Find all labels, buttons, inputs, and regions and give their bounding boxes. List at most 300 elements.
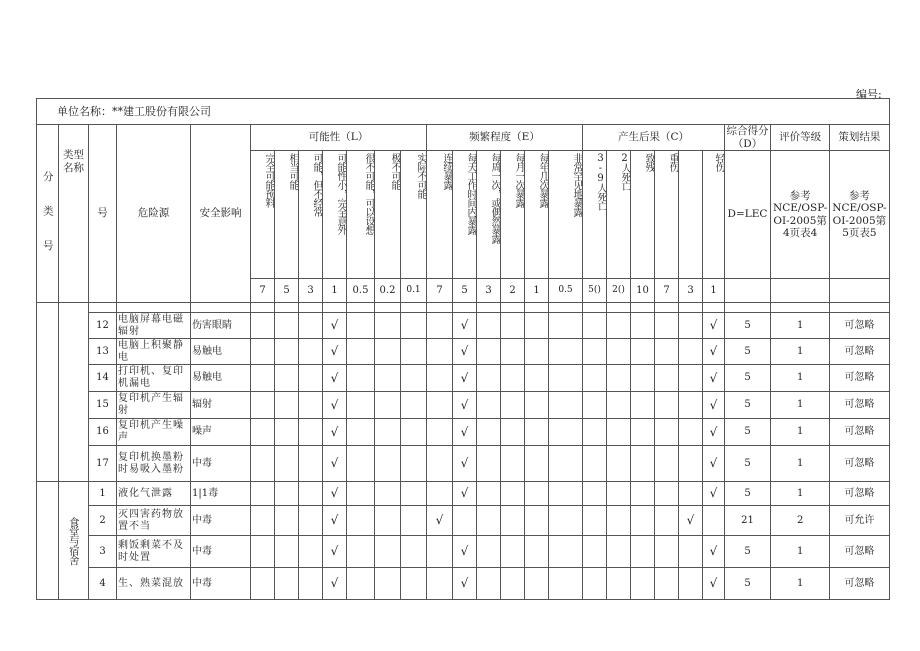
l-cell bbox=[299, 482, 323, 506]
e-cell bbox=[501, 446, 525, 482]
l-value: 3 bbox=[299, 279, 323, 303]
e-cell bbox=[477, 482, 501, 506]
result-value: 可忽略 bbox=[830, 419, 889, 446]
c-col-header: 2人死亡 bbox=[607, 151, 631, 279]
l-cell bbox=[347, 536, 375, 568]
c-cell bbox=[607, 568, 631, 600]
e-col-header: 每年几次暴露 bbox=[525, 151, 549, 279]
header-impact: 安全影响 bbox=[191, 125, 251, 303]
c-cell: √ bbox=[703, 568, 725, 600]
table-row bbox=[37, 392, 890, 419]
c-cell bbox=[583, 365, 607, 392]
e-cell bbox=[549, 392, 583, 419]
safety-impact: 中毒 bbox=[191, 568, 251, 600]
c-cell bbox=[607, 536, 631, 568]
l-col-header: 可能，但不经常 bbox=[299, 151, 323, 279]
l-cell bbox=[275, 482, 299, 506]
header-number: 号 bbox=[89, 125, 117, 303]
l-cell bbox=[275, 339, 299, 365]
l-cell bbox=[251, 419, 275, 446]
c-value: 3 bbox=[679, 279, 703, 303]
spacer-cell bbox=[251, 303, 275, 313]
header-frequency: 频繁程度（E） bbox=[427, 125, 583, 151]
score-value: 5 bbox=[725, 568, 771, 600]
l-cell bbox=[347, 365, 375, 392]
l-cell bbox=[347, 339, 375, 365]
e-value: 7 bbox=[427, 279, 453, 303]
spacer-cell bbox=[401, 303, 427, 313]
spacer-cell bbox=[583, 303, 607, 313]
e-cell: √ bbox=[453, 568, 477, 600]
result-value: 可忽略 bbox=[830, 313, 889, 339]
safety-impact: 伤害眼睛 bbox=[191, 313, 251, 339]
c-cell bbox=[679, 313, 703, 339]
l-cell bbox=[299, 419, 323, 446]
l-value: 1 bbox=[323, 279, 347, 303]
c-col-header: 致残 bbox=[631, 151, 655, 279]
c-cell bbox=[583, 313, 607, 339]
table-row bbox=[37, 482, 890, 506]
c-cell bbox=[655, 506, 679, 536]
grade-reference: 参考NCE/OSP-OI-2005第4页表4 bbox=[771, 151, 830, 279]
result-value: 可忽略 bbox=[830, 446, 889, 482]
hazard-assessment-table bbox=[36, 98, 890, 600]
c-cell bbox=[607, 419, 631, 446]
row-number: 14 bbox=[89, 365, 117, 392]
grade-value: 1 bbox=[771, 568, 830, 600]
c-cell bbox=[679, 339, 703, 365]
e-cell bbox=[501, 482, 525, 506]
c-cell bbox=[655, 568, 679, 600]
l-cell bbox=[299, 568, 323, 600]
e-cell bbox=[549, 365, 583, 392]
l-cell bbox=[401, 446, 427, 482]
e-cell bbox=[427, 536, 453, 568]
group-name: 食堂与宿舍 bbox=[59, 482, 89, 600]
l-cell: √ bbox=[323, 392, 347, 419]
table-row bbox=[37, 506, 890, 536]
unit-name: 单位名称：**建工股份有限公司 bbox=[37, 99, 890, 125]
c-cell bbox=[631, 568, 655, 600]
e-cell bbox=[501, 568, 525, 600]
table-row bbox=[37, 313, 890, 339]
score-formula: D=LEC bbox=[725, 151, 771, 279]
score-value: 5 bbox=[725, 446, 771, 482]
l-value: 0.5 bbox=[347, 279, 375, 303]
e-col-header: 每月一次暴露 bbox=[501, 151, 525, 279]
c-value: 10 bbox=[631, 279, 655, 303]
e-cell bbox=[477, 339, 501, 365]
e-cell bbox=[525, 313, 549, 339]
c-cell bbox=[631, 392, 655, 419]
c-col-header: 重伤 bbox=[655, 151, 679, 279]
c-cell bbox=[583, 339, 607, 365]
header-consequence: 产生后果（C） bbox=[583, 125, 725, 151]
category-cell bbox=[37, 303, 59, 482]
c-cell: √ bbox=[703, 313, 725, 339]
c-cell bbox=[631, 419, 655, 446]
c-cell: √ bbox=[703, 419, 725, 446]
score-value: 5 bbox=[725, 536, 771, 568]
l-cell bbox=[375, 536, 401, 568]
table-row bbox=[37, 419, 890, 446]
c-cell bbox=[679, 536, 703, 568]
hazard-source: 液化气泄露 bbox=[117, 482, 191, 506]
l-cell bbox=[375, 365, 401, 392]
row-number: 15 bbox=[89, 392, 117, 419]
spacer-cell bbox=[323, 303, 347, 313]
e-cell: √ bbox=[453, 536, 477, 568]
c-value: 5() bbox=[583, 279, 607, 303]
l-cell bbox=[401, 365, 427, 392]
grade-value: 1 bbox=[771, 482, 830, 506]
l-cell bbox=[375, 313, 401, 339]
c-value: 2() bbox=[607, 279, 631, 303]
c-cell bbox=[655, 339, 679, 365]
e-cell bbox=[477, 392, 501, 419]
l-cell bbox=[375, 339, 401, 365]
hazard-source: 电脑屏幕电磁辐射 bbox=[117, 313, 191, 339]
l-cell bbox=[375, 568, 401, 600]
l-cell bbox=[347, 482, 375, 506]
spacer-cell bbox=[347, 303, 375, 313]
c-cell: √ bbox=[703, 446, 725, 482]
e-cell bbox=[501, 365, 525, 392]
score-value: 5 bbox=[725, 365, 771, 392]
e-cell bbox=[427, 446, 453, 482]
c-cell bbox=[679, 446, 703, 482]
result-value: 可忽略 bbox=[830, 365, 889, 392]
c-cell bbox=[583, 419, 607, 446]
c-cell bbox=[607, 392, 631, 419]
e-cell bbox=[525, 506, 549, 536]
safety-impact: 辐射 bbox=[191, 392, 251, 419]
e-cell bbox=[427, 365, 453, 392]
l-cell bbox=[251, 506, 275, 536]
grade-value: 1 bbox=[771, 392, 830, 419]
c-cell bbox=[631, 339, 655, 365]
e-cell bbox=[477, 313, 501, 339]
l-cell: √ bbox=[323, 536, 347, 568]
header-hazard: 危险源 bbox=[117, 125, 191, 303]
c-cell bbox=[583, 536, 607, 568]
e-cell bbox=[525, 446, 549, 482]
l-cell bbox=[401, 506, 427, 536]
e-cell bbox=[427, 568, 453, 600]
l-cell bbox=[299, 392, 323, 419]
c-cell bbox=[679, 568, 703, 600]
hazard-source: 复印机换墨粉时易吸入墨粉 bbox=[117, 446, 191, 482]
hazard-source: 复印机产生辐射 bbox=[117, 392, 191, 419]
l-cell: √ bbox=[323, 482, 347, 506]
row-number: 13 bbox=[89, 339, 117, 365]
grade-value: 1 bbox=[771, 339, 830, 365]
c-cell bbox=[655, 392, 679, 419]
e-cell bbox=[477, 568, 501, 600]
row-number: 17 bbox=[89, 446, 117, 482]
l-cell bbox=[299, 536, 323, 568]
header-grade: 评价等级 bbox=[771, 125, 830, 151]
l-col-header: 极不可能 bbox=[375, 151, 401, 279]
c-col-header bbox=[679, 151, 703, 279]
l-cell bbox=[401, 313, 427, 339]
hazard-source: 生、熟菜混放 bbox=[117, 568, 191, 600]
e-cell bbox=[501, 536, 525, 568]
l-cell bbox=[401, 392, 427, 419]
l-cell bbox=[375, 482, 401, 506]
e-value: 5 bbox=[453, 279, 477, 303]
spacer-cell bbox=[830, 303, 889, 313]
l-cell bbox=[251, 313, 275, 339]
l-value: 5 bbox=[275, 279, 299, 303]
e-cell: √ bbox=[453, 482, 477, 506]
result-value: 可忽略 bbox=[830, 536, 889, 568]
l-cell bbox=[401, 568, 427, 600]
spacer-cell bbox=[117, 303, 191, 313]
safety-impact: 1|1毒 bbox=[191, 482, 251, 506]
l-cell bbox=[251, 536, 275, 568]
c-cell bbox=[655, 419, 679, 446]
l-cell bbox=[275, 313, 299, 339]
e-cell bbox=[549, 339, 583, 365]
c-cell bbox=[583, 506, 607, 536]
l-cell: √ bbox=[323, 446, 347, 482]
c-cell bbox=[655, 482, 679, 506]
row-number: 2 bbox=[89, 506, 117, 536]
c-cell bbox=[583, 568, 607, 600]
e-cell bbox=[501, 506, 525, 536]
e-cell bbox=[477, 419, 501, 446]
e-cell bbox=[501, 339, 525, 365]
table-row bbox=[37, 568, 890, 600]
type-name-cell bbox=[59, 303, 89, 482]
safety-impact: 中毒 bbox=[191, 446, 251, 482]
c-cell bbox=[631, 446, 655, 482]
l-cell: √ bbox=[323, 419, 347, 446]
spacer-cell bbox=[725, 303, 771, 313]
c-cell bbox=[631, 482, 655, 506]
c-cell bbox=[583, 446, 607, 482]
l-cell bbox=[275, 392, 299, 419]
l-cell bbox=[275, 446, 299, 482]
score-value: 5 bbox=[725, 419, 771, 446]
l-cell bbox=[401, 482, 427, 506]
safety-impact: 噪声 bbox=[191, 419, 251, 446]
hazard-source: 灭四害药物放置不当 bbox=[117, 506, 191, 536]
e-cell bbox=[549, 568, 583, 600]
l-cell bbox=[275, 536, 299, 568]
grade-value: 2 bbox=[771, 506, 830, 536]
l-col-header: 完全可能预料 bbox=[251, 151, 275, 279]
row-number: 4 bbox=[89, 568, 117, 600]
l-cell bbox=[347, 313, 375, 339]
l-cell: √ bbox=[323, 568, 347, 600]
e-cell: √ bbox=[453, 339, 477, 365]
e-cell: √ bbox=[453, 419, 477, 446]
e-cell bbox=[427, 482, 453, 506]
e-cell bbox=[549, 506, 583, 536]
e-cell bbox=[549, 313, 583, 339]
e-cell bbox=[477, 536, 501, 568]
spacer-cell bbox=[453, 303, 477, 313]
spacer-cell bbox=[375, 303, 401, 313]
spacer-cell bbox=[89, 303, 117, 313]
c-cell bbox=[631, 313, 655, 339]
l-cell bbox=[347, 506, 375, 536]
l-cell bbox=[251, 392, 275, 419]
l-cell bbox=[251, 339, 275, 365]
c-cell bbox=[607, 313, 631, 339]
l-cell bbox=[401, 536, 427, 568]
e-cell bbox=[501, 419, 525, 446]
e-cell bbox=[477, 365, 501, 392]
c-cell bbox=[583, 482, 607, 506]
c-cell: √ bbox=[703, 392, 725, 419]
e-cell bbox=[427, 392, 453, 419]
e-cell bbox=[549, 482, 583, 506]
header-likelihood: 可能性（L） bbox=[251, 125, 427, 151]
l-cell bbox=[375, 419, 401, 446]
c-cell bbox=[607, 365, 631, 392]
e-col-header: 连续暴露 bbox=[427, 151, 453, 279]
row-number: 12 bbox=[89, 313, 117, 339]
row-number: 1 bbox=[89, 482, 117, 506]
score-value: 5 bbox=[725, 339, 771, 365]
l-cell: √ bbox=[323, 506, 347, 536]
l-cell bbox=[375, 392, 401, 419]
safety-impact: 易触电 bbox=[191, 365, 251, 392]
c-cell bbox=[655, 365, 679, 392]
l-cell bbox=[299, 446, 323, 482]
l-cell bbox=[251, 482, 275, 506]
e-cell bbox=[501, 392, 525, 419]
c-col-header: 轻伤 bbox=[703, 151, 725, 279]
result-value: 可允许 bbox=[830, 506, 889, 536]
e-col-header: 每周一次，或偶然暴露 bbox=[477, 151, 501, 279]
c-cell bbox=[583, 392, 607, 419]
c-cell bbox=[679, 482, 703, 506]
e-cell bbox=[427, 419, 453, 446]
hazard-source: 剩饭剩菜不及时处置 bbox=[117, 536, 191, 568]
c-cell: √ bbox=[703, 482, 725, 506]
l-cell bbox=[347, 568, 375, 600]
table-row bbox=[37, 339, 890, 365]
e-cell bbox=[501, 313, 525, 339]
c-cell: √ bbox=[703, 536, 725, 568]
header-score: 综合得分（D） bbox=[726, 125, 769, 150]
c-cell bbox=[631, 365, 655, 392]
l-value: 7 bbox=[251, 279, 275, 303]
l-col-header: 可能性小，完全意外 bbox=[323, 151, 347, 279]
row-number: 3 bbox=[89, 536, 117, 568]
spacer-cell bbox=[655, 303, 679, 313]
e-value: 0.5 bbox=[549, 279, 583, 303]
l-cell bbox=[275, 568, 299, 600]
table-row bbox=[37, 365, 890, 392]
safety-impact: 中毒 bbox=[191, 506, 251, 536]
e-cell bbox=[477, 506, 501, 536]
c-cell bbox=[607, 446, 631, 482]
result-value: 可忽略 bbox=[830, 339, 889, 365]
c-cell bbox=[679, 392, 703, 419]
spacer-cell bbox=[427, 303, 453, 313]
c-cell bbox=[655, 446, 679, 482]
e-cell bbox=[525, 365, 549, 392]
l-cell bbox=[347, 419, 375, 446]
spacer-cell bbox=[299, 303, 323, 313]
l-cell bbox=[275, 506, 299, 536]
spacer-cell bbox=[525, 303, 549, 313]
e-cell bbox=[525, 536, 549, 568]
e-cell bbox=[525, 568, 549, 600]
spacer-cell bbox=[191, 303, 251, 313]
row-number: 16 bbox=[89, 419, 117, 446]
score-value: 5 bbox=[725, 482, 771, 506]
result-value: 可忽略 bbox=[830, 568, 889, 600]
header-category: 分 类 号 bbox=[37, 125, 59, 303]
safety-impact: 易触电 bbox=[191, 339, 251, 365]
category-cell bbox=[37, 482, 59, 600]
c-col-header: 3-9人死亡 bbox=[583, 151, 607, 279]
score-value: 5 bbox=[725, 313, 771, 339]
score-value: 21 bbox=[725, 506, 771, 536]
c-cell bbox=[607, 339, 631, 365]
l-cell: √ bbox=[323, 339, 347, 365]
c-cell bbox=[631, 536, 655, 568]
spacer-cell bbox=[275, 303, 299, 313]
e-cell bbox=[525, 392, 549, 419]
c-cell bbox=[655, 536, 679, 568]
e-cell bbox=[525, 482, 549, 506]
c-cell: √ bbox=[703, 365, 725, 392]
spacer-cell bbox=[549, 303, 583, 313]
grade-value: 1 bbox=[771, 313, 830, 339]
l-value: 0.1 bbox=[401, 279, 427, 303]
grade-value: 1 bbox=[771, 419, 830, 446]
l-cell bbox=[299, 365, 323, 392]
e-cell: √ bbox=[453, 365, 477, 392]
l-col-header: 实际不可能 bbox=[401, 151, 427, 279]
spacer-cell bbox=[607, 303, 631, 313]
l-cell bbox=[275, 365, 299, 392]
spacer-cell bbox=[771, 303, 830, 313]
e-value: 1 bbox=[525, 279, 549, 303]
e-cell bbox=[453, 506, 477, 536]
e-cell bbox=[427, 339, 453, 365]
spacer-cell bbox=[631, 303, 655, 313]
grade-value: 1 bbox=[771, 365, 830, 392]
l-cell bbox=[401, 339, 427, 365]
e-cell bbox=[549, 536, 583, 568]
result-reference: 参考NCE/OSP-OI-2005第5页表5 bbox=[830, 151, 889, 279]
e-col-header: 非常罕见地暴露 bbox=[549, 151, 583, 279]
c-cell bbox=[679, 365, 703, 392]
spacer-cell bbox=[501, 303, 525, 313]
spacer-cell bbox=[703, 303, 725, 313]
l-value: 0.2 bbox=[375, 279, 401, 303]
header-type-name: 类型名称 bbox=[59, 125, 89, 303]
l-cell bbox=[275, 419, 299, 446]
l-cell bbox=[347, 392, 375, 419]
serial-number-label: 编号: bbox=[856, 88, 882, 101]
spacer-cell bbox=[679, 303, 703, 313]
header-result: 策划结果 bbox=[830, 125, 889, 151]
table-row bbox=[37, 536, 890, 568]
e-value: 2 bbox=[501, 279, 525, 303]
hazard-source: 打印机、复印机漏电 bbox=[117, 365, 191, 392]
e-cell: √ bbox=[453, 446, 477, 482]
table-row bbox=[37, 446, 890, 482]
